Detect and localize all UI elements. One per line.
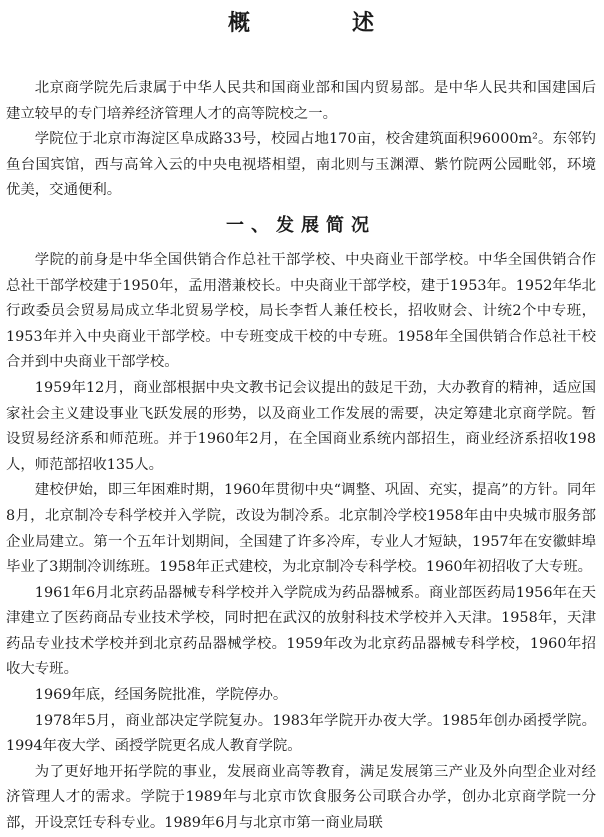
section-paragraph-2: 1959年12月，商业部根据中央文教书记会议提出的鼓足干劲，大办教育的精神，适应国家社会主义建设事业飞跃发展的形势，以及商业工作发展的需要，决定筹建北京商学院。暂设贸易经济系和师范班。并于1960年2月，在全国商业系统内部招生，商业经济系招收198人，师范部招收135人。 [6, 379, 596, 473]
intro-paragraph-1: 北京商学院先后隶属于中华人民共和国商业部和国内贸易部。是中华人民共和国建国后建立较早的专门培养经济管理人才的高等院校之一。 [6, 80, 596, 122]
page-title: 概 述 [227, 10, 414, 36]
section-paragraph-5: 1969年底，经国务院批准，学院停办。 [34, 687, 288, 704]
section-paragraph-7: 为了更好地开拓学院的事业，发展商业高等教育，满足发展第三产业及外向型企业对经济管理人才的需求。学院于1989年与北京市饮食服务公司联合办学，创办北京商学院一分部，开设烹饪专科专业。1989年6月与北京市第一商业局联 [6, 763, 596, 832]
document-page [0, 6, 604, 836]
section-paragraph-3: 建校伊始，即三年困难时期，1960年贯彻中央“调整、巩固、充实，提高”的方针。同年8月，北京制冷专科学校并入学院，改设为制冷系。北京制冷学校1958年由中央城市服务部企业局建立。第一个五年计划期间，全国建了许多冷库，专业人才短缺，1957年在安徽蚌埠毕业了3期制冷训练班。1958年正式建校，为北京制冷专科学校。1960年初招收了大专班。 [6, 482, 596, 576]
intro-paragraph-2: 学院位于北京市海淀区阜成路33号，校园占地170亩，校舍建筑面积96000m²。东邻钓鱼台国宾馆，西与高耸入云的中央电视塔相望，南北则与玉渊潭、紫竹院两公园毗邻，环境优美，交通便利。 [6, 131, 596, 199]
section-paragraph-4: 1961年6月北京药品器械专科学校并入学院成为药品器械系。商业部医药局1956年在天津建立了医药商品专业技术学校，同时把在武汉的放射科技术学校并入天津。1958年，天津药品专业技术学校并到北京药品器械学校。1959年改为北京药品器械专科学校，1960年招收大专班。 [6, 584, 596, 678]
section-paragraph-1: 学院的前身是中华全国供销合作总社干部学校、中央商业干部学校。中华全国供销合作总社干部学校建于1950年，孟用潜兼校长。中央商业干部学校，建于1953年。1952年华北行政委员会贸易局成立华北贸易学校，局长李哲人兼任校长，招收财会、计统2个中专班，1953年并入中央商业干部学校。中专班变成干校的中专班。1958年全国供销合作总社干校合并到中央商业干部学校。 [6, 251, 596, 371]
section-heading: 一、发展简况 [226, 214, 376, 236]
section-paragraph-6: 1978年5月，商业部决定学院复办。1983年学院开办夜大学。1985年创办函授学院。1994年夜大学、函授学院更名成人教育学院。 [6, 712, 596, 755]
